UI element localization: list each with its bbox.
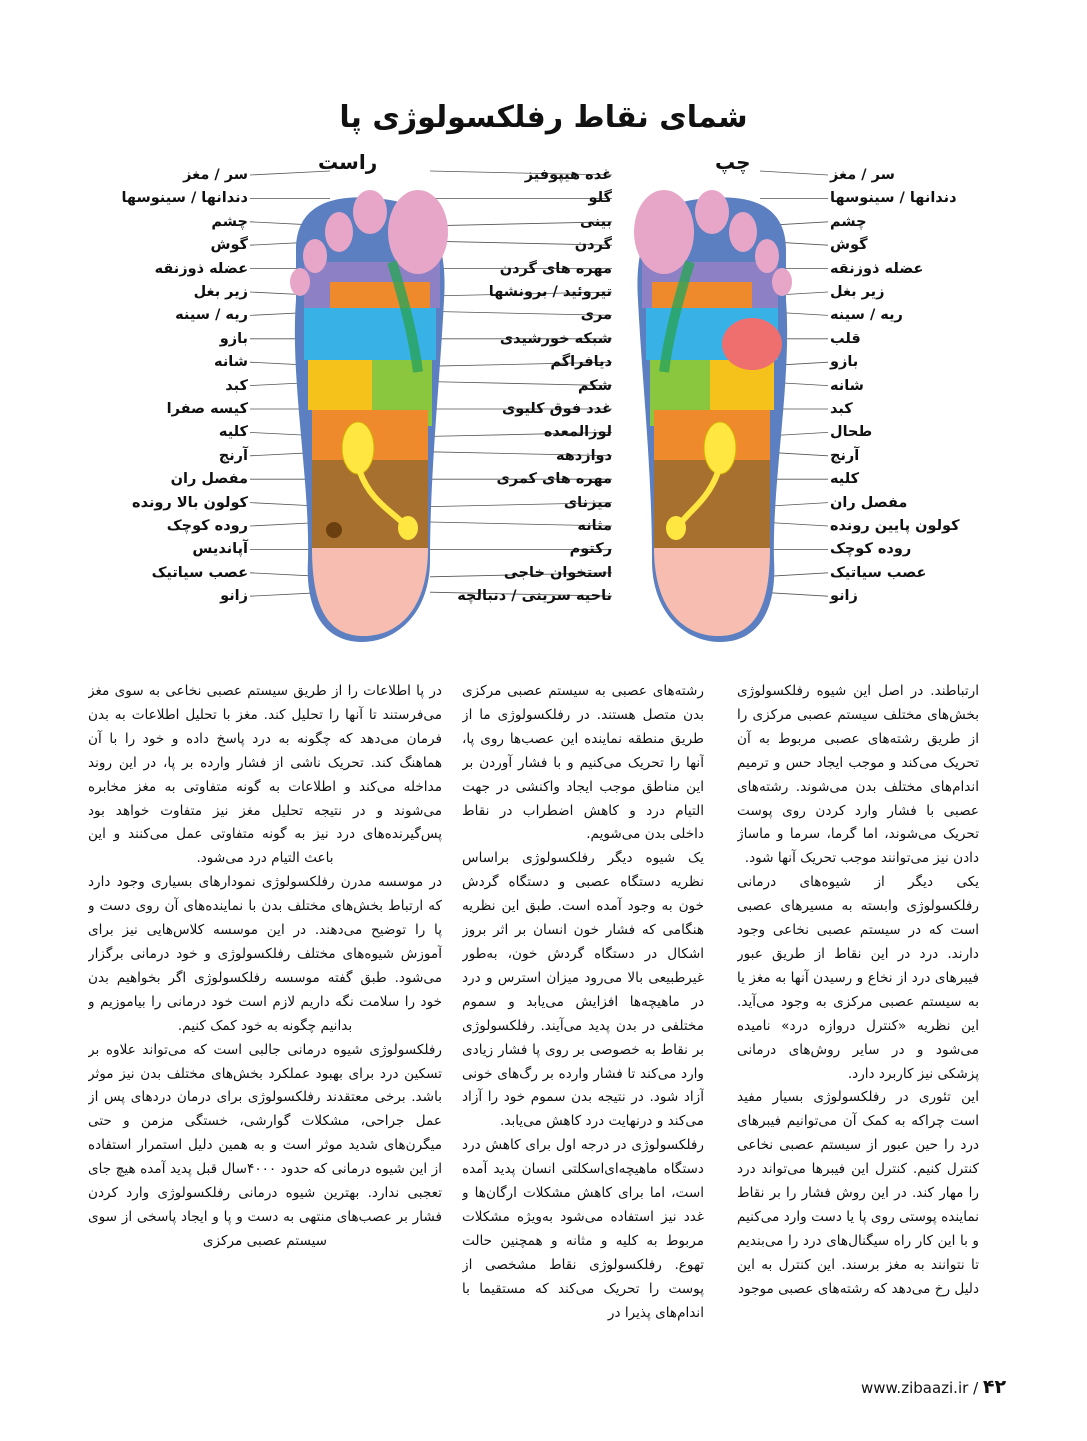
right-foot-illustration <box>290 190 448 642</box>
right-foot-toe-4 <box>303 239 327 273</box>
organ-label: دندانها / سینوسها <box>121 190 248 207</box>
organ-label: شانه <box>214 354 248 371</box>
article-column-left <box>88 680 442 1352</box>
organ-label: عضله ذوزنقه <box>154 260 248 277</box>
article-column-middle <box>462 680 704 1352</box>
organ-label: کبد <box>830 401 853 417</box>
organ-label: زیر بغل <box>830 284 885 300</box>
right-foot-toe-3 <box>325 212 353 252</box>
organ-label: ریه / سینه <box>830 307 903 324</box>
organ-label: گوش <box>210 237 248 254</box>
right-foot-toe-2 <box>353 190 387 234</box>
left-foot-heart <box>722 318 782 370</box>
paragraph: ارتباطند. در اصل این شیوه رفلکسولوژی بخش‌های مختلف سیستم عصبی مرکزی را از طریق رشته‌های عصبی مربوط به آن تحریک می‌کند و موجب ایجاد حس و ترمیم اندام‌های مختلف بدن می‌شوند. رشته‌های عصبی با فشار وارد کردن روی پوست تحریک می‌شوند، اما گرما، سرما و ماساژ دادن نیز می‌توانند موجب تحریک آنها شود. <box>737 683 979 867</box>
organ-label: مفصل ران <box>830 494 908 511</box>
paragraph: یک شیوه دیگر رفلکسولوژی براساس نظریه دستگاه عصبی و دستگاه گردش خون به وجود آمده است. طبق این نظریه هنگامی که فشار خون انسان بر اثر بروز اشکال در دستگاه گردش خون، به‌طور غیرطبیعی بالا می‌رود میزان استرس و درد در ماهیچه‌ها افزایش می‌یابد و سموم مختلفی در بدن پدید می‌آیند. رفلکسولوژی بر نقاط به خصوصی بر روی پا فشار زیادی وارد می‌کند تا فشار وارده بر رگ‌های خونی آزاد شود. در نتیجه بدن سموم خود را آزاد می‌کند و درنهایت درد کاهش می‌یابد. <box>462 850 704 1130</box>
left-foot-bladder <box>666 516 686 540</box>
website-url[interactable]: www.zibaazi.ir <box>861 1379 969 1397</box>
left-foot-orange-neck <box>652 282 752 308</box>
left-foot-toe-4 <box>755 239 779 273</box>
organ-label: ریه / سینه <box>175 307 248 324</box>
organ-label: عضله ذوزنقه <box>830 260 924 277</box>
organ-label: سر / مغز <box>183 167 248 183</box>
organ-label: زیر بغل <box>193 284 248 300</box>
leader-line <box>250 171 330 175</box>
organ-label: روده کوچک <box>166 518 248 534</box>
paragraph: این تئوری در رفلکسولوژی بسیار مفید است چراکه به کمک آن می‌توانیم فیبرهای درد را حین عبور از سیستم عصبی نخاعی کنترل کنیم. کنترل این فیبرها می‌تواند درد را مهار کند. در این روش فشار را بر نقاط نماینده پوستی روی پا یا دست وارد می‌کنیم و با این کار راه سیگنال‌های درد را می‌بندیم تا نتوانند به مغز برسند. این کنترل به این دلیل رخ می‌دهد که رشته‌های عصبی موجود <box>737 1089 979 1297</box>
organ-label: روده کوچک <box>830 541 912 558</box>
organ-label: کبد <box>225 377 248 394</box>
page-number: ۴۲ <box>982 1376 1007 1398</box>
organ-label: غده هیپوفیز <box>524 167 612 183</box>
organ-label: مفصل ران <box>170 471 248 488</box>
organ-label: کولون بالا رونده <box>132 494 248 511</box>
organ-label: سر / مغز <box>830 167 895 183</box>
right-foot-heading: راست <box>318 150 378 174</box>
paragraph: رشته‌های عصبی به سیستم عصبی مرکزی بدن متصل هستند. در رفلکسولوژی ما از طریق منطقه نماینده این عصب‌ها روی پا، آنها را تحریک می‌کنیم و با فشار آوردن بر این مناطق موجب ایجاد واکنشی در جهت التیام درد و کاهش اضطراب در نقاط داخلی بدن می‌شویم. <box>462 683 704 843</box>
left-foot-heading: چپ <box>715 150 751 174</box>
organ-label: مهره های گردن <box>499 260 612 277</box>
organ-label: دیافراگم <box>550 354 612 371</box>
organ-label: گردن <box>574 237 612 254</box>
organ-label: مثانه <box>577 518 612 534</box>
right-foot-toe-5 <box>290 268 310 296</box>
organ-label: بینی <box>580 213 612 230</box>
organ-label: طحال <box>830 424 873 441</box>
organ-label: میزنای <box>563 494 612 511</box>
organ-label: مهره های کمری <box>496 471 612 488</box>
organ-label: قلب <box>830 330 861 347</box>
paragraph: در پا اطلاعات را از طریق سیستم عصبی نخاعی به سوی مغز می‌فرستند تا آنها را تحلیل کند. مغز با تحلیل اطلاعات به بدن فرمان می‌دهد که چگونه به درد پاسخ داده و خود را با آن هماهنگ کند. تحریک ناشی از فشار وارده بر پا، در این روند مداخله می‌کند و اطلاعات به گونه متفاوتی به مغز مخابره می‌شوند و در نتیجه تحلیل مغز نیز متفاوت خواهد بود پس‌گیرنده‌های درد نیز به گونه متفاوتی عمل می‌کنند و این باعث التیام درد می‌شود. <box>88 683 442 867</box>
paragraph: رفلکسولوژی شیوه درمانی جالبی است که می‌تواند علاوه بر تسکین درد برای بهبود عملکرد بخش‌های مختلف بدن نیز موثر باشد. برخی معتقدند رفلکسولوژی برای درمان دردهای پس از عمل جراحی، مشکلات گوارشی، خستگی مزمن و حتی میگرن‌های شدید موثر است و به همین دلیل استمرار استفاده از این شیوه درمانی که حدود ۴۰۰۰سال قبل پدید آمده هیچ جای تعجبی ندارد. بهترین شیوه درمانی رفلکسولوژی وارد کردن فشار بر عصب‌های منتهی به دست و پا و ایجاد پاسخی از سوی سیستم عصبی مرکزی <box>88 1041 442 1249</box>
organ-label: غدد فوق کلیوی <box>501 401 612 417</box>
organ-label: ناحیه سرینی / دنبالچه <box>457 588 612 605</box>
organ-label: آرنج <box>218 447 248 464</box>
left-foot-toe-2 <box>695 190 729 234</box>
organ-label: کلیه <box>830 471 860 488</box>
organ-label: آرنج <box>830 447 860 464</box>
left-foot-toe-5 <box>772 268 792 296</box>
organ-label: رکتوم <box>569 541 612 558</box>
organ-label: عصب سیاتیک <box>830 564 927 581</box>
organ-label: دوازدهه <box>555 447 612 464</box>
right-foot-kidney <box>342 422 374 474</box>
leader-line <box>760 171 828 175</box>
page-footer: www.zibaazi.ir / ۴۲ <box>861 1376 1007 1398</box>
organ-label: آپاندیس <box>192 541 248 558</box>
right-foot-orange-neck <box>330 282 430 308</box>
organ-label: تیروئید / برونشها <box>488 284 612 300</box>
organ-label: دندانها / سینوسها <box>830 190 957 207</box>
organ-label: کلیه <box>218 424 248 441</box>
organ-label: گلو <box>588 190 612 207</box>
paragraph: رفلکسولوژی در درجه اول برای کاهش درد دستگاه ماهیچه‌ای‌اسکلتی انسان پدید آمده است، اما برای کاهش مشکلات ارگان‌ها و غدد نیز استفاده می‌شود به‌ویژه مشکلات مربوط به کلیه و مثانه و همچنین حالت تهوع. رفلکسولوژی نقاط مشخصی از پوست را تحریک می‌کند که مستقیما با اندام‌های پذیرا در <box>462 1137 704 1321</box>
organ-label: گوش <box>830 237 868 254</box>
organ-label: بازو <box>830 354 859 371</box>
page-title: شمای نقاط رفلکسولوژی پا <box>339 100 748 135</box>
article-column-right <box>737 680 979 1352</box>
organ-label: چشم <box>830 213 867 230</box>
organ-label: زانو <box>220 588 248 605</box>
organ-label: زانو <box>830 588 858 605</box>
paragraph: یکی دیگر از شیوه‌های درمانی رفلکسولوژی وابسته به مسیرهای عصبی است که در سیستم عصبی نخاعی وجود دارند. درد در این نقاط از طریق عبور فیبرهای درد از نخاع و رسیدن آنها به مغز یا به سیستم عصبی مرکزی به وجود می‌آید. این نظریه «کنترل دروازه درد» نامیده می‌شود و در سایر روش‌های درمانی پزشکی نیز کاربرد دارد. <box>737 874 979 1082</box>
organ-label: عصب سیاتیک <box>151 564 248 581</box>
organ-label: شکم <box>577 377 612 394</box>
right-foot-bladder <box>398 516 418 540</box>
left-foot-illustration <box>634 190 792 642</box>
right-foot-appendix <box>326 522 342 538</box>
paragraph: در موسسه مدرن رفلکسولوژی نمودارهای بسیاری وجود دارد که ارتباط بخش‌های مختلف بدن با نماینده‌های آن روی دست و پا را توضیح می‌دهند. در این موسسه کلاس‌هایی نیز برای آموزش شیوه‌های مختلف رفلکسولوژی و خود درمانی برگزار می‌شود. طبق گفته موسسه رفلکسولوژی اگر بخواهیم بدن خود را سلامت نگه داریم لازم است خود درمانی را بیاموزیم و بدانیم چگونه به خود کمک کنیم. <box>88 874 442 1034</box>
left-foot-toe-3 <box>729 212 757 252</box>
organ-label: استخوان خاجی <box>503 564 612 581</box>
organ-label: بازو <box>219 330 248 347</box>
organ-label: لوزالمعده <box>543 424 612 441</box>
organ-label: کولون پایین رونده <box>830 518 960 534</box>
organ-label: شبکه خورشیدی <box>499 330 612 347</box>
organ-label: شانه <box>830 377 864 394</box>
organ-label: کیسه صفرا <box>166 401 248 417</box>
organ-label: چشم <box>211 213 248 230</box>
organ-label: مری <box>580 307 612 324</box>
left-foot-kidney <box>704 422 736 474</box>
